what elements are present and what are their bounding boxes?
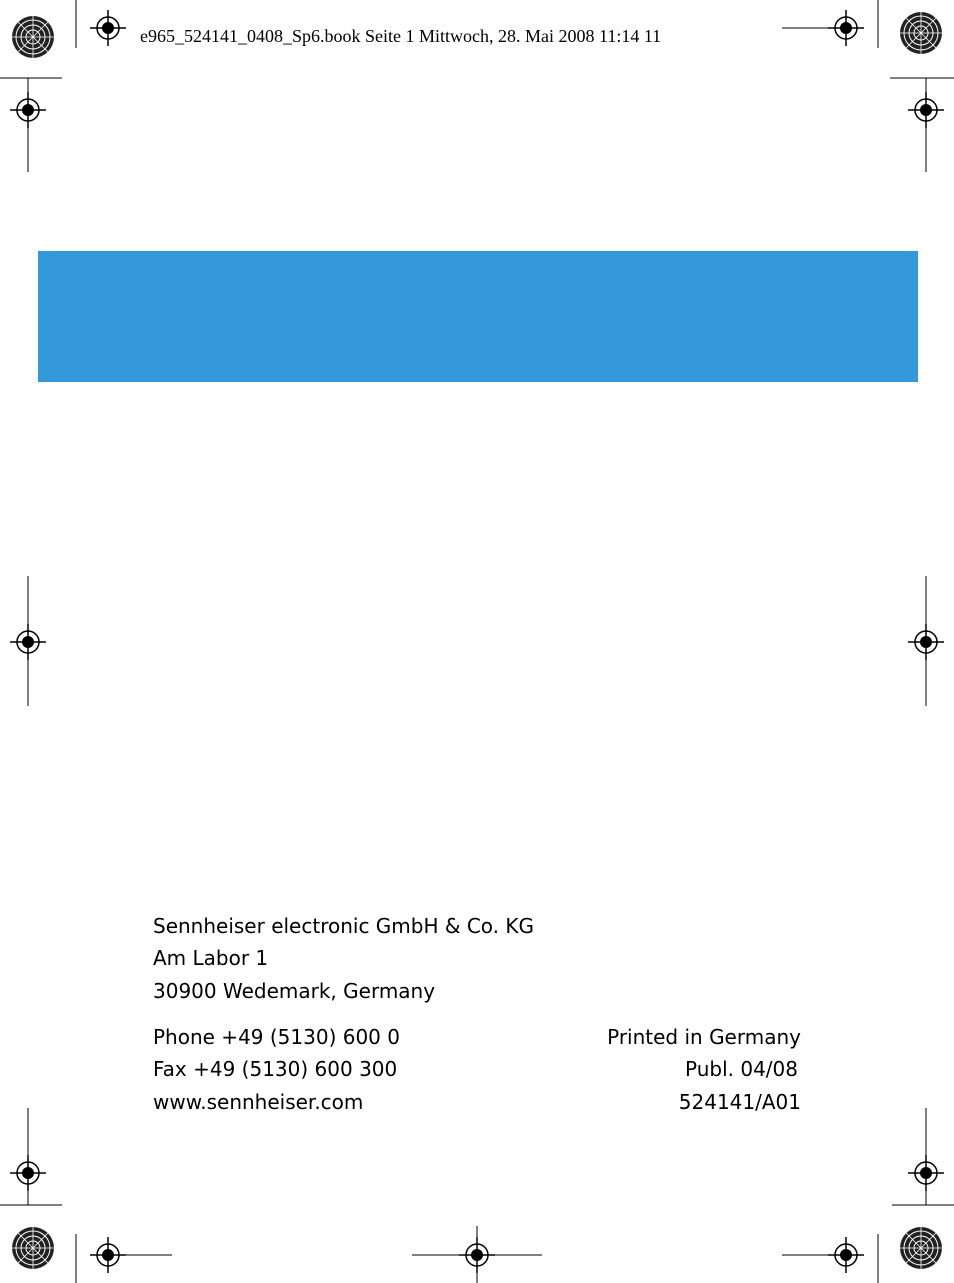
registration-mark-icon [828, 1237, 864, 1273]
registration-mark-icon [10, 1155, 46, 1191]
blue-band [38, 251, 918, 382]
registration-mark-icon [908, 1155, 944, 1191]
registration-mark-icon [828, 10, 864, 46]
star-target-icon [900, 12, 942, 54]
contact-website: www.sennheiser.com [153, 1090, 364, 1114]
part-number: 524141/A01 [678, 1090, 801, 1114]
registration-mark-icon [459, 1237, 495, 1273]
star-target-icon [12, 16, 54, 58]
contact-phone: Phone +49 (5130) 600 0 [153, 1025, 400, 1049]
company-name: Sennheiser electronic GmbH & Co. KG [153, 914, 535, 938]
star-target-icon [900, 1227, 942, 1269]
publication-date: Publ. 04/08 [685, 1057, 798, 1081]
company-city: 30900 Wedemark, Germany [153, 979, 436, 1003]
contact-fax: Fax +49 (5130) 600 300 [153, 1057, 398, 1081]
registration-mark-icon [908, 624, 944, 660]
registration-mark-icon [10, 624, 46, 660]
printed-in: Printed in Germany [607, 1025, 801, 1049]
book-slug-line: e965_524141_0408_Sp6.book Seite 1 Mittwoch, 28. Mai 2008 11:14 11 [140, 26, 662, 46]
star-target-icon [12, 1227, 54, 1269]
registration-mark-icon [90, 10, 126, 46]
company-street: Am Labor 1 [153, 946, 269, 970]
